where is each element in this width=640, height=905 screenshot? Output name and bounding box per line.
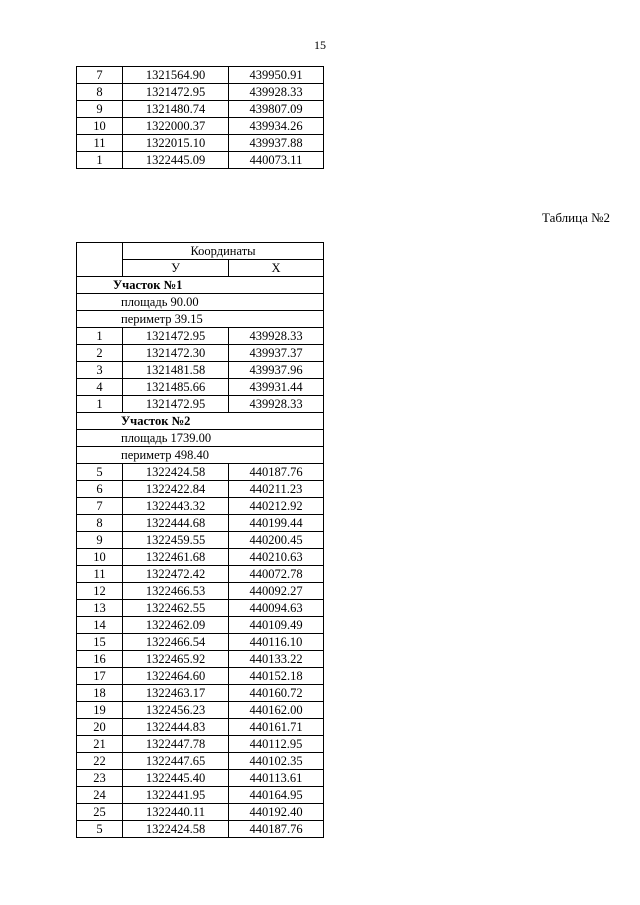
table-row xyxy=(77,804,324,821)
y-coordinate-cell: 1322465.92 xyxy=(123,651,229,668)
table-row xyxy=(77,634,324,651)
x-coordinate-cell: 440092.27 xyxy=(229,583,324,600)
page-number: 15 xyxy=(314,38,326,52)
x-coordinate-cell: 440113.61 xyxy=(229,770,324,787)
table-row xyxy=(77,464,324,481)
y-coordinate-cell: 1322466.53 xyxy=(123,583,229,600)
x-coordinate-cell: 439931.44 xyxy=(229,379,324,396)
header-row xyxy=(77,243,324,260)
x-coordinate-cell: 440094.63 xyxy=(229,600,324,617)
table-row xyxy=(77,379,324,396)
table-row xyxy=(77,396,324,413)
y-coordinate-cell: 1322447.78 xyxy=(123,736,229,753)
x-coordinate-cell: 440211.23 xyxy=(229,481,324,498)
table-row xyxy=(77,515,324,532)
x-coordinate-cell: 440161.71 xyxy=(229,719,324,736)
point-number-cell: 7 xyxy=(77,67,123,84)
header-coordinates: Координаты xyxy=(123,243,324,260)
x-coordinate-cell: 440212.92 xyxy=(229,498,324,515)
section-perimeter: периметр 498.40 xyxy=(77,447,324,464)
x-coordinate-cell: 440187.76 xyxy=(229,464,324,481)
table-row xyxy=(77,328,324,345)
table-row xyxy=(77,67,324,84)
point-number-cell: 25 xyxy=(77,804,123,821)
table-row xyxy=(77,617,324,634)
table-row xyxy=(77,685,324,702)
table-row xyxy=(77,362,324,379)
point-number-cell: 9 xyxy=(77,101,123,118)
y-coordinate-cell: 1321472.95 xyxy=(123,328,229,345)
x-coordinate-cell: 440133.22 xyxy=(229,651,324,668)
section-area: площадь 90.00 xyxy=(77,294,324,311)
table-row xyxy=(77,566,324,583)
point-number-cell: 12 xyxy=(77,583,123,600)
point-number-cell: 24 xyxy=(77,787,123,804)
y-coordinate-cell: 1322462.09 xyxy=(123,617,229,634)
table-row xyxy=(77,345,324,362)
y-coordinate-cell: 1322424.58 xyxy=(123,464,229,481)
point-number-cell: 4 xyxy=(77,379,123,396)
y-coordinate-cell: 1322456.23 xyxy=(123,702,229,719)
x-coordinate-cell: 439950.91 xyxy=(229,67,324,84)
x-coordinate-cell: 440187.76 xyxy=(229,821,324,838)
header-col-y: У xyxy=(123,260,229,277)
table-row xyxy=(77,101,324,118)
table-row xyxy=(77,600,324,617)
y-coordinate-cell: 1322463.17 xyxy=(123,685,229,702)
y-coordinate-cell: 1322447.65 xyxy=(123,753,229,770)
x-coordinate-cell: 440112.95 xyxy=(229,736,324,753)
x-coordinate-cell: 440199.44 xyxy=(229,515,324,532)
y-coordinate-cell: 1322464.60 xyxy=(123,668,229,685)
y-coordinate-cell: 1322443.32 xyxy=(123,498,229,515)
x-coordinate-cell: 440210.63 xyxy=(229,549,324,566)
x-coordinate-cell: 439937.96 xyxy=(229,362,324,379)
point-number-cell: 10 xyxy=(77,549,123,566)
point-number-cell: 15 xyxy=(77,634,123,651)
point-number-cell: 8 xyxy=(77,515,123,532)
point-number-cell: 11 xyxy=(77,566,123,583)
point-number-cell: 5 xyxy=(77,464,123,481)
point-number-cell: 1 xyxy=(77,152,123,169)
y-coordinate-cell: 1322445.09 xyxy=(123,152,229,169)
section-title-row xyxy=(77,413,324,430)
table-row xyxy=(77,787,324,804)
y-coordinate-cell: 1322441.95 xyxy=(123,787,229,804)
table-row xyxy=(77,668,324,685)
table-row xyxy=(77,532,324,549)
y-coordinate-cell: 1322015.10 xyxy=(123,135,229,152)
header-col-x: Х xyxy=(229,260,324,277)
x-coordinate-cell: 439937.88 xyxy=(229,135,324,152)
section-perimeter-row xyxy=(77,311,324,328)
section-title: Участок №2 xyxy=(77,413,324,430)
point-number-cell: 1 xyxy=(77,396,123,413)
x-coordinate-cell: 440109.49 xyxy=(229,617,324,634)
point-number-cell: 13 xyxy=(77,600,123,617)
x-coordinate-cell: 440072.78 xyxy=(229,566,324,583)
y-coordinate-cell: 1322444.83 xyxy=(123,719,229,736)
table-row xyxy=(77,481,324,498)
x-coordinate-cell: 439928.33 xyxy=(229,396,324,413)
section-area-row xyxy=(77,430,324,447)
x-coordinate-cell: 439928.33 xyxy=(229,84,324,101)
point-number-cell: 14 xyxy=(77,617,123,634)
x-coordinate-cell: 440116.10 xyxy=(229,634,324,651)
y-coordinate-cell: 1321472.30 xyxy=(123,345,229,362)
table-row xyxy=(77,152,324,169)
y-coordinate-cell: 1322000.37 xyxy=(123,118,229,135)
y-coordinate-cell: 1322422.84 xyxy=(123,481,229,498)
y-coordinate-cell: 1321564.90 xyxy=(123,67,229,84)
point-number-cell: 23 xyxy=(77,770,123,787)
point-number-cell: 1 xyxy=(77,328,123,345)
table-row xyxy=(77,770,324,787)
section-perimeter: периметр 39.15 xyxy=(77,311,324,328)
point-number-cell: 2 xyxy=(77,345,123,362)
table-row xyxy=(77,84,324,101)
x-coordinate-cell: 440102.35 xyxy=(229,753,324,770)
x-coordinate-cell: 440200.45 xyxy=(229,532,324,549)
y-coordinate-cell: 1322472.42 xyxy=(123,566,229,583)
x-coordinate-cell: 439934.26 xyxy=(229,118,324,135)
point-number-cell: 7 xyxy=(77,498,123,515)
table-row xyxy=(77,498,324,515)
y-coordinate-cell: 1322440.11 xyxy=(123,804,229,821)
y-coordinate-cell: 1322445.40 xyxy=(123,770,229,787)
y-coordinate-cell: 1321480.74 xyxy=(123,101,229,118)
table-row xyxy=(77,821,324,838)
table-row xyxy=(77,651,324,668)
x-coordinate-cell: 440160.72 xyxy=(229,685,324,702)
point-number-cell: 9 xyxy=(77,532,123,549)
point-number-cell: 5 xyxy=(77,821,123,838)
point-number-cell: 10 xyxy=(77,118,123,135)
y-coordinate-cell: 1322459.55 xyxy=(123,532,229,549)
section-title: Участок №1 xyxy=(77,277,324,294)
y-coordinate-cell: 1322444.68 xyxy=(123,515,229,532)
section-area-row xyxy=(77,294,324,311)
x-coordinate-cell: 440152.18 xyxy=(229,668,324,685)
point-number-cell: 21 xyxy=(77,736,123,753)
point-number-cell: 16 xyxy=(77,651,123,668)
table-row xyxy=(77,719,324,736)
table-row xyxy=(77,583,324,600)
x-coordinate-cell: 439807.09 xyxy=(229,101,324,118)
coordinates-table-continuation xyxy=(76,66,324,169)
y-coordinate-cell: 1322424.58 xyxy=(123,821,229,838)
y-coordinate-cell: 1321472.95 xyxy=(123,84,229,101)
point-number-cell: 11 xyxy=(77,135,123,152)
point-number-cell: 18 xyxy=(77,685,123,702)
table-row xyxy=(77,753,324,770)
x-coordinate-cell: 439937.37 xyxy=(229,345,324,362)
header-blank-cell xyxy=(77,243,123,277)
y-coordinate-cell: 1321481.58 xyxy=(123,362,229,379)
coordinates-table-2 xyxy=(76,242,324,838)
y-coordinate-cell: 1322466.54 xyxy=(123,634,229,651)
table-row xyxy=(77,549,324,566)
point-number-cell: 19 xyxy=(77,702,123,719)
x-coordinate-cell: 440164.95 xyxy=(229,787,324,804)
y-coordinate-cell: 1321485.66 xyxy=(123,379,229,396)
point-number-cell: 22 xyxy=(77,753,123,770)
x-coordinate-cell: 439928.33 xyxy=(229,328,324,345)
point-number-cell: 3 xyxy=(77,362,123,379)
point-number-cell: 17 xyxy=(77,668,123,685)
point-number-cell: 20 xyxy=(77,719,123,736)
section-area: площадь 1739.00 xyxy=(77,430,324,447)
point-number-cell: 8 xyxy=(77,84,123,101)
table-row xyxy=(77,736,324,753)
table-row xyxy=(77,118,324,135)
y-coordinate-cell: 1322461.68 xyxy=(123,549,229,566)
table-caption: Таблица №2 xyxy=(541,210,610,225)
point-number-cell: 6 xyxy=(77,481,123,498)
section-title-row xyxy=(77,277,324,294)
x-coordinate-cell: 440192.40 xyxy=(229,804,324,821)
table-row xyxy=(77,702,324,719)
y-coordinate-cell: 1322462.55 xyxy=(123,600,229,617)
x-coordinate-cell: 440073.11 xyxy=(229,152,324,169)
y-coordinate-cell: 1321472.95 xyxy=(123,396,229,413)
section-perimeter-row xyxy=(77,447,324,464)
table-row xyxy=(77,135,324,152)
x-coordinate-cell: 440162.00 xyxy=(229,702,324,719)
